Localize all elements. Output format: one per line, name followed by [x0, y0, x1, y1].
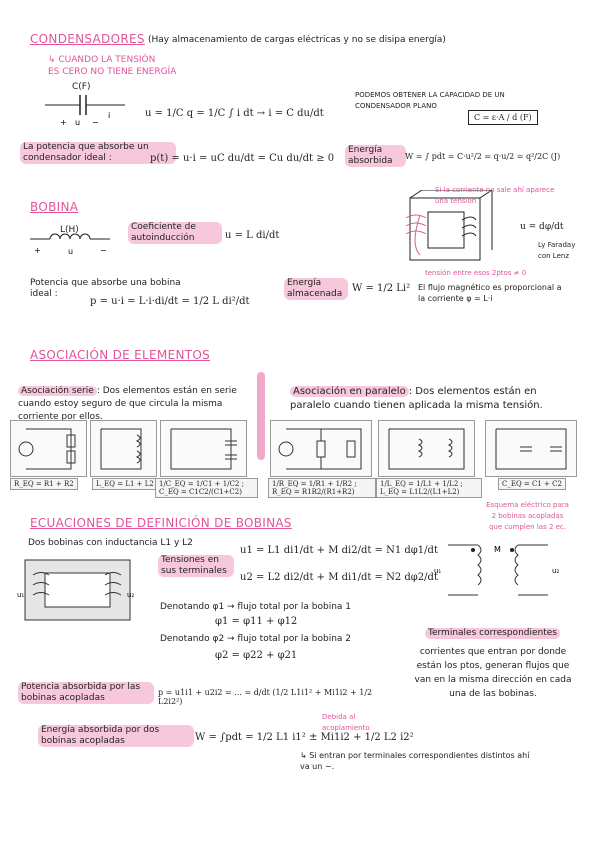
energia-acopladas-eq: W = ∫pdt = 1/2 L1 i1² ± Mi1i2 + 1/2 L2 i2²	[195, 732, 414, 743]
svg-text:i: i	[108, 111, 111, 120]
phi2-eq: φ2 = φ22 + φ21	[215, 650, 298, 661]
section-title-asociacion: ASOCIACIÓN DE ELEMENTOS	[30, 348, 211, 362]
coupled-eq-2: u2 = L2 di2/dt + M di1/dt = N2 dφ2/dt	[240, 572, 438, 583]
phi1-eq: φ1 = φ11 + φ12	[215, 616, 298, 627]
condensadores-note-2: ES CERO NO TIENE ENERGÍA	[48, 67, 177, 77]
svg-text:u: u	[68, 247, 74, 256]
condensadores-subtitle: (Hay almacenamiento de cargas eléctricas y no se disipa energía)	[148, 35, 446, 45]
formula-serie-r: R_EQ = R1 + R2	[10, 478, 78, 490]
capacitor-label: C(F)	[72, 82, 91, 92]
circuit-paralelo-resistors-icon	[270, 420, 372, 477]
phi2-text: Denotando φ2 → flujo total por la bobina 2	[160, 634, 352, 644]
svg-text:−: −	[92, 118, 99, 127]
bobina-note-top: Si la corriente no sale ahí aparece una tensión	[435, 186, 555, 205]
formula-paralelo-r: 1/R_EQ = 1/R1 + 1/R2 ; R_EQ = R1R2/(R1+R2)	[268, 478, 376, 498]
potencia-acopladas-eq: p = u1i1 + u2i2 = ... = d/dt (1/2 L1i1² + Mi1i2 + 1/2 L2i2²)	[158, 688, 373, 706]
bobina-faraday-label: Ly Faraday con Lenz	[538, 241, 576, 260]
bobina-coef-eq: u = L di/dt	[225, 230, 280, 241]
energia-acopladas-label: Energía absorbida por dos bobinas acopladas	[38, 725, 194, 747]
asociacion-serie-label: Asociación serie	[18, 386, 97, 396]
formula-serie-l: L_EQ = L1 + L2	[92, 478, 158, 490]
asociacion-paralelo-block	[290, 385, 570, 413]
asociacion-serie-block	[18, 385, 248, 424]
debida-acoplamiento-note: Debida al acoplamiento	[322, 713, 370, 732]
svg-text:u₁: u₁	[17, 591, 25, 599]
svg-text:u₁: u₁	[434, 567, 442, 575]
bobina-potencia-eq: p = u·i = L·i·di/dt = 1/2 L di²/dt	[90, 296, 250, 307]
circuit-serie-resistors-icon	[10, 420, 87, 477]
bobina-energia-label: Energía almacenada	[284, 278, 348, 300]
signo-note: ↳ Si entran por terminales correspondientes distintos ahí va un −.	[300, 751, 530, 771]
esquema-note: Esquema eléctrico para 2 bobinas acopladas que cumplen las 2 ec.	[486, 501, 569, 531]
condensadores-note-1: ↳ CUANDO LA TENSIÓN	[48, 55, 156, 65]
bobina-coef-label: Coeficiente de autoinducción	[128, 222, 222, 244]
potencia-acopladas-label: Potencia absorbida por las bobinas acopladas	[18, 682, 154, 704]
svg-text:+: +	[60, 118, 67, 127]
circuit-serie-inductors-icon	[90, 420, 157, 477]
asociacion-paralelo-label: Asociación en paralelo	[290, 386, 409, 397]
bobina-note-bottom: tensión entre esos 2ptos ≠ 0	[425, 269, 527, 277]
formula-paralelo-l: 1/L_EQ = 1/L1 + 1/L2 ; L_EQ = L1L2/(L1+L2)	[376, 478, 482, 498]
inductor-label: L(H)	[60, 225, 79, 235]
phi1-text: Denotando φ1 → flujo total por la bobina 1	[160, 602, 352, 612]
svg-text:+: +	[34, 246, 41, 255]
svg-text:M: M	[494, 545, 501, 554]
section-title-condensadores: CONDENSADORES	[30, 32, 145, 46]
capacitor-plano-formula: C = ε·A / d (F)	[468, 110, 538, 125]
asociacion-paralelo-text: : Dos elementos están en paralelo cuando tienen aplicada la misma tensión.	[290, 386, 543, 411]
bobina-potencia-label: Potencia que absorbe una bobina ideal :	[30, 278, 181, 299]
capacitor-energia-label: Energía absorbida	[345, 145, 406, 167]
coupled-eq-1: u1 = L1 di1/dt + M di2/dt = N1 dφ1/dt	[240, 545, 438, 556]
circuit-paralelo-inductors-icon	[378, 420, 475, 477]
circuit-paralelo-capacitors-icon	[485, 420, 577, 477]
capacitor-u-definition: u = 1/C q = 1/C ∫ i dt → i = C du/dt	[145, 108, 324, 119]
bobina-faraday-eq: u = dφ/dt	[520, 222, 564, 232]
terminales-text: corrientes que entran por donde están los ptos, generan flujos que van en la misma dirección en cada una de las bobinas.	[414, 647, 572, 699]
bobina-flujo-note: El flujo magnético es proporcional a la corriente φ = L·i	[418, 283, 562, 303]
coupled-coils-diagram-icon	[15, 555, 140, 625]
tensiones-label: Tensiones en sus terminales	[158, 555, 234, 577]
capacitor-potencia-eq: p(t) = u·i = uC du/dt = Cu du/dt ≥ 0	[150, 153, 335, 164]
capacitor-potencia-label: La potencia que absorbe un condensador ideal :	[20, 142, 176, 164]
terminales-label: Terminales correspondientes	[425, 628, 560, 639]
capacitor-energia-eq: W = ∫ pdt = C·u²/2 = q·u/2 = q²/2C (J)	[405, 152, 561, 161]
svg-text:u₂: u₂	[127, 591, 135, 599]
asociacion-serie-text: : Dos elementos están en serie cuando estoy seguro de que circula la misma corriente por ellos.	[18, 386, 237, 422]
section-title-bobina: BOBINA	[30, 200, 79, 214]
section-title-ecuaciones: ECUACIONES DE DEFINICIÓN DE BOBINAS	[30, 516, 292, 530]
coupled-schematic-icon	[428, 530, 568, 615]
section-divider	[257, 372, 265, 460]
bobina-energia-eq: W = 1/2 Li²	[352, 283, 411, 294]
formula-serie-c: 1/C_EQ = 1/C1 + 1/C2 ; C_EQ = C1C2/(C1+C2)	[155, 478, 258, 498]
svg-text:u: u	[75, 118, 81, 127]
svg-text:−: −	[100, 246, 107, 255]
formula-paralelo-c: C_EQ = C1 + C2	[498, 478, 566, 490]
ecuaciones-intro: Dos bobinas con inductancia L1 y L2	[28, 538, 193, 548]
capacitor-plano-note: PODEMOS OBTENER LA CAPACIDAD DE UN CONDENSADOR PLANO	[355, 91, 505, 110]
svg-text:u₂: u₂	[552, 567, 560, 575]
circuit-serie-capacitors-icon	[160, 420, 247, 477]
